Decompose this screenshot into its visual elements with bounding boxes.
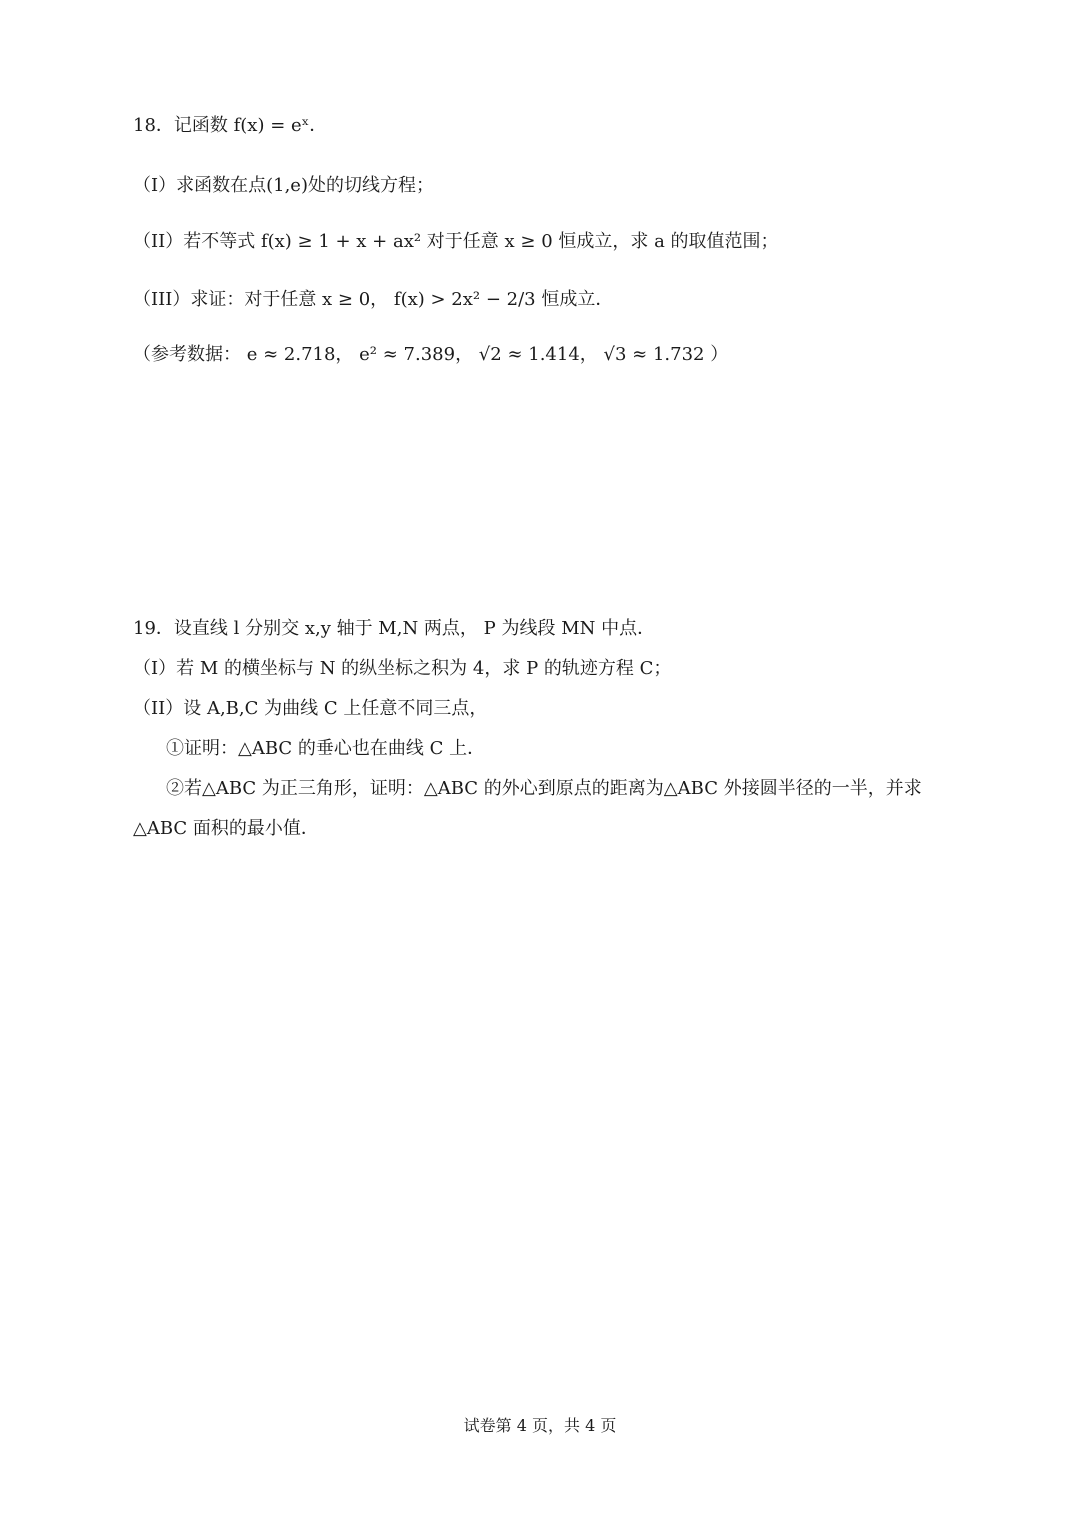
q18-part1: （I）求函数在点(1,e)处的切线方程； <box>133 175 434 196</box>
q19-sub1: ①证明：△ABC 的垂心也在曲线 C 上． <box>166 738 486 759</box>
q18-reference-data: （参考数据： e ≈ 2.718， e² ≈ 7.389， √2 ≈ 1.414， √3 ≈ 1.732 ） <box>133 344 729 365</box>
q19-sub2-line1: ②若△ABC 为正三角形，证明：△ABC 的外心到原点的距离为△ABC 外接圆半径的一半，并求 <box>166 778 922 799</box>
q18-part2: （II）若不等式 f(x) ≥ 1 + x + ax² 对于任意 x ≥ 0 恒成立，求 a 的取值范围； <box>133 231 779 252</box>
q18-stem: 18．记函数 f(x) = eˣ． <box>133 115 328 136</box>
q19-part1: （I）若 M 的横坐标与 N 的纵坐标之积为 4，求 P 的轨迹方程 C； <box>133 658 672 679</box>
q18-part3: （III）求证：对于任意 x ≥ 0， f(x) > 2x² − 2/3 恒成立． <box>133 289 614 310</box>
q19-part2: （II）设 A,B,C 为曲线 C 上任意不同三点， <box>133 698 488 719</box>
q19-sub2-line2: △ABC 面积的最小值． <box>133 818 319 839</box>
q19-stem: 19．设直线 l 分别交 x,y 轴于 M,N 两点， P 为线段 MN 中点． <box>133 618 656 639</box>
page-footer: 试卷第 4 页，共 4 页 <box>463 1416 617 1435</box>
